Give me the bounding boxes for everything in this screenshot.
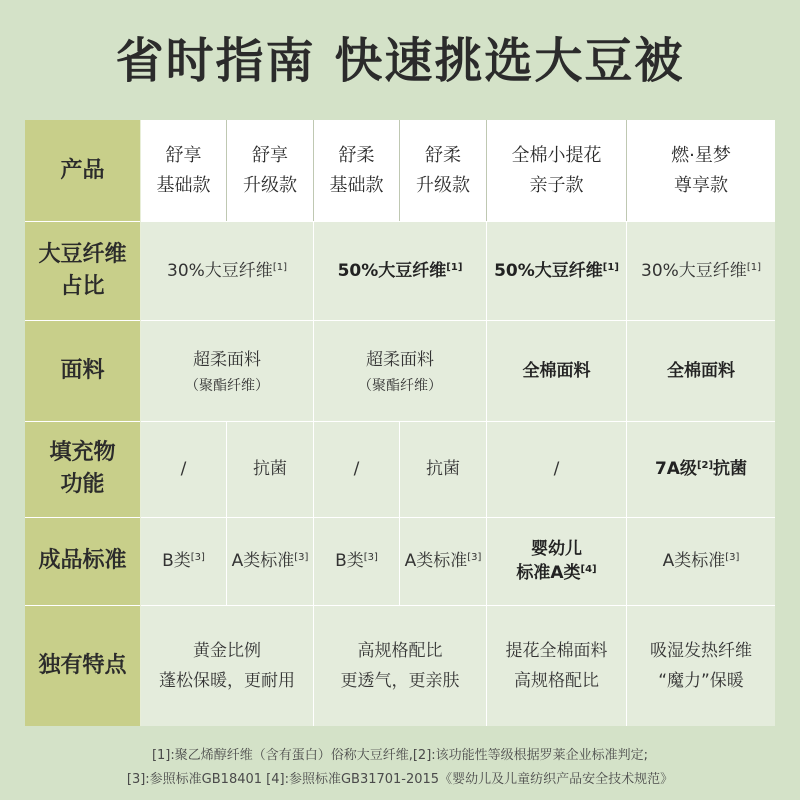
filling-cell: 抗菌 <box>253 459 287 479</box>
standard-cell: B类[3] <box>162 551 205 571</box>
feature-cell: 吸湿发热纤维 “魔力”保暖 <box>650 640 752 691</box>
feature-cell: 高规格配比 更透气，更亲肤 <box>340 640 460 691</box>
soy-ratio-cell: 30%大豆纤维[1] <box>641 260 761 281</box>
standard-cell: A类标准[3] <box>231 551 309 571</box>
standard-cell: B类[3] <box>335 551 378 571</box>
row-label-fabric: 面料 <box>60 357 105 383</box>
fabric-cell: 全棉面料 <box>522 360 591 381</box>
product-name: 舒柔 基础款 <box>329 144 384 196</box>
filling-cell: / <box>353 459 360 479</box>
soy-ratio-cell: 50%大豆纤维[1] <box>494 260 619 281</box>
feature-cell: 提花全棉面料 高规格配比 <box>505 640 608 691</box>
fabric-cell: 全棉面料 <box>667 360 735 381</box>
row-label-standard: 成品标准 <box>38 548 127 573</box>
soy-ratio-cell: 50%大豆纤维[1] <box>337 260 463 281</box>
standard-cell: 婴幼儿 标准A类[4] <box>516 539 597 583</box>
row-label-soy-ratio: 大豆纤维 占比 <box>38 241 127 299</box>
footnote: [1]:聚乙烯醇纤维（含有蛋白）俗称大豆纤维,[2]:该功能性等级根据罗莱企业标准判定; <box>151 748 649 763</box>
fabric-cell: 超柔面料 （聚酯纤维） <box>358 349 442 394</box>
filling-cell: / <box>553 459 560 479</box>
row-label-product: 产品 <box>60 157 105 183</box>
filling-cell: 抗菌 <box>426 459 460 479</box>
row-label-filling: 填充物 功能 <box>49 440 116 497</box>
page-title: 省时指南 快速挑选大豆被 <box>115 33 685 89</box>
fabric-cell: 超柔面料 （聚酯纤维） <box>185 349 269 394</box>
footnote: [3]:参照标准GB18401 [4]:参照标准GB31701-2015《婴幼儿及儿童纺织产品安全技术规范》 <box>126 772 674 787</box>
product-name: 舒享 基础款 <box>156 144 211 196</box>
soy-ratio-cell: 30%大豆纤维[1] <box>167 260 287 281</box>
comparison-table <box>25 120 775 726</box>
feature-cell: 黄金比例 蓬松保暖，更耐用 <box>159 640 295 691</box>
product-name: 全棉小提花 亲子款 <box>511 144 602 196</box>
product-name: 燃·星梦 尊享款 <box>671 144 731 196</box>
filling-cell: 7A级[2]抗菌 <box>654 459 748 479</box>
row-label-features: 独有特点 <box>38 652 127 678</box>
product-name: 舒柔 升级款 <box>416 144 470 196</box>
standard-cell: A类标准[3] <box>404 551 482 571</box>
filling-cell: / <box>180 459 187 479</box>
standard-cell: A类标准[3] <box>662 551 740 571</box>
product-name: 舒享 升级款 <box>243 144 297 196</box>
